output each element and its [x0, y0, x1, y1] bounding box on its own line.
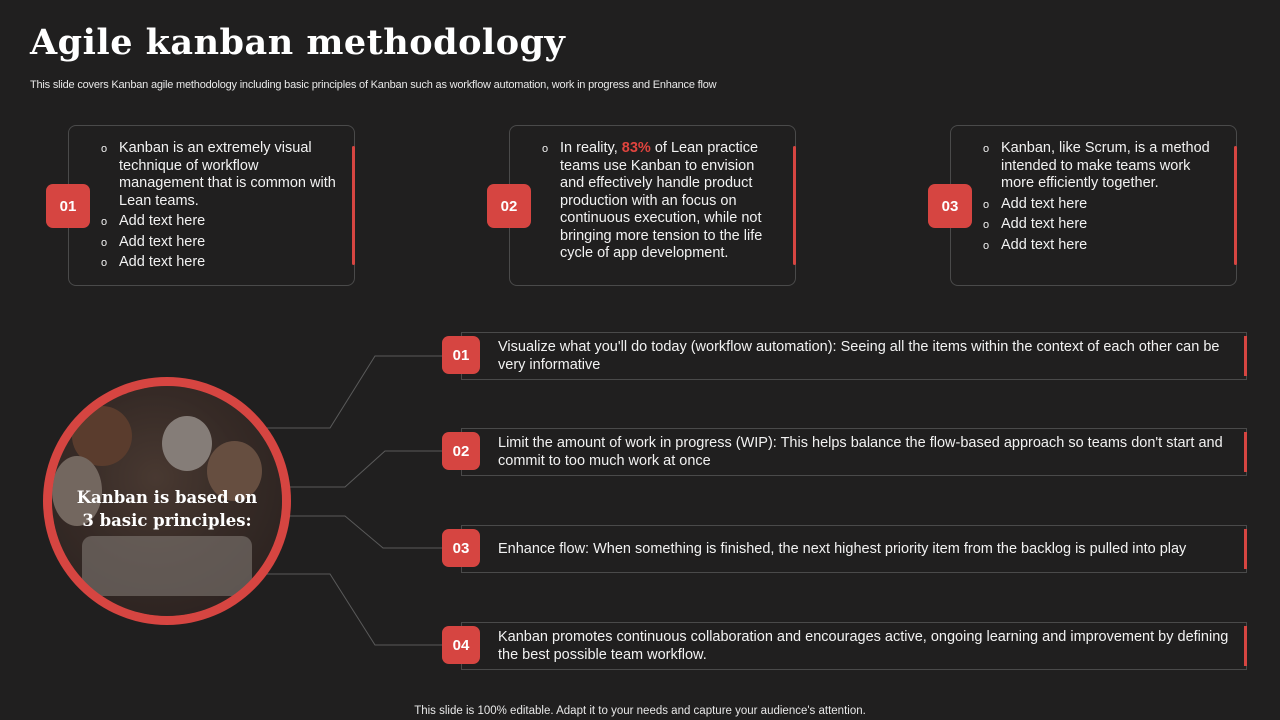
- principle-3-number-badge: 03: [442, 529, 480, 567]
- circle-bullet-icon: o: [101, 216, 108, 228]
- circle-bullet-icon: o: [983, 219, 990, 231]
- principle-row-1: [461, 332, 1247, 380]
- card-3-bullet-3: o Add text here: [983, 216, 1220, 234]
- circle-bullet-icon: o: [983, 239, 990, 252]
- circle-bullet-icon: o: [542, 143, 549, 155]
- slide-subtitle: This slide covers Kanban agile methodology including basic principles of Kanban such as workflow automation, work in progress and Enhance flow: [30, 79, 717, 91]
- circle-bullet-icon: o: [983, 143, 990, 155]
- principle-1-accent-bar: [1244, 336, 1247, 376]
- circle-bullet-icon: o: [101, 143, 108, 155]
- card-1-bullet-2: o Add text here: [101, 213, 338, 231]
- principle-4-text: Kanban promotes continuous collaboration and encourages active, ongoing learning and improvement by defining the best possible team workflow.: [498, 629, 1229, 663]
- highlight-percentage: 83%: [621, 140, 651, 156]
- card-1-bullet-4: o Add text here: [101, 254, 338, 272]
- principle-1-text: Visualize what you'll do today (workflow automation): Seeing all the items within the context of each other can be very informative: [498, 339, 1220, 373]
- card-1-bullet-1: o Kanban is an extremely visual technique of workflow management that is common with Lean teams.: [101, 140, 336, 209]
- principles-circle: [43, 377, 291, 625]
- slide-footer: This slide is 100% editable. Adapt it to your needs and capture your audience's attention.: [414, 705, 866, 717]
- card-2-bullet-1: o In reality, 83% of Lean practice teams use Kanban to envision and effectively handle product production with an focus on continuous execution, while not bringing more tension to the life cycle of app development.: [542, 140, 763, 261]
- card-3-bullet-1: o Kanban, like Scrum, is a method intended to make teams work more efficiently together.: [983, 140, 1210, 191]
- principle-row-2: [461, 428, 1247, 476]
- circle-caption-line-1: Kanban is based on: [76, 488, 258, 507]
- connector-line-2: [287, 451, 461, 487]
- card-3-bullet-2: o Add text here: [983, 196, 1220, 214]
- principle-row-4: [461, 622, 1247, 670]
- principle-3-text: Enhance flow: When something is finished, the next highest priority item from the backlog is pulled into play: [498, 541, 1187, 557]
- principle-4-number-badge: 04: [442, 626, 480, 664]
- connector-line-1: [265, 356, 461, 428]
- circle-bullet-icon: o: [983, 198, 990, 211]
- circle-bullet-icon: o: [101, 236, 108, 249]
- principle-4-accent-bar: [1244, 626, 1247, 666]
- circle-caption: [52, 486, 282, 532]
- slide-title: Agile kanban methodology: [30, 22, 566, 63]
- card-3-number-badge: 03: [928, 184, 972, 228]
- card-1-number-badge: 01: [46, 184, 90, 228]
- principle-3-accent-bar: [1244, 529, 1247, 569]
- circle-bullet-icon: o: [101, 257, 108, 269]
- card-2-number-badge: 02: [487, 184, 531, 228]
- principle-2-number-badge: 02: [442, 432, 480, 470]
- principle-2-text: Limit the amount of work in progress (WIP): This helps balance the flow-based approach so teams don't start and commit to too much work at once: [498, 435, 1223, 469]
- principle-1-number-badge: 01: [442, 336, 480, 374]
- connector-line-4: [265, 574, 461, 645]
- principle-row-3: [461, 525, 1247, 573]
- connector-line-3: [287, 516, 461, 548]
- principle-2-accent-bar: [1244, 432, 1247, 472]
- circle-caption-line-2: 3 basic principles:: [82, 511, 252, 530]
- team-photo: [52, 386, 282, 616]
- card-3-bullet-4: o Add text here: [983, 237, 1220, 255]
- card-1-bullet-3: o Add text here: [101, 234, 338, 252]
